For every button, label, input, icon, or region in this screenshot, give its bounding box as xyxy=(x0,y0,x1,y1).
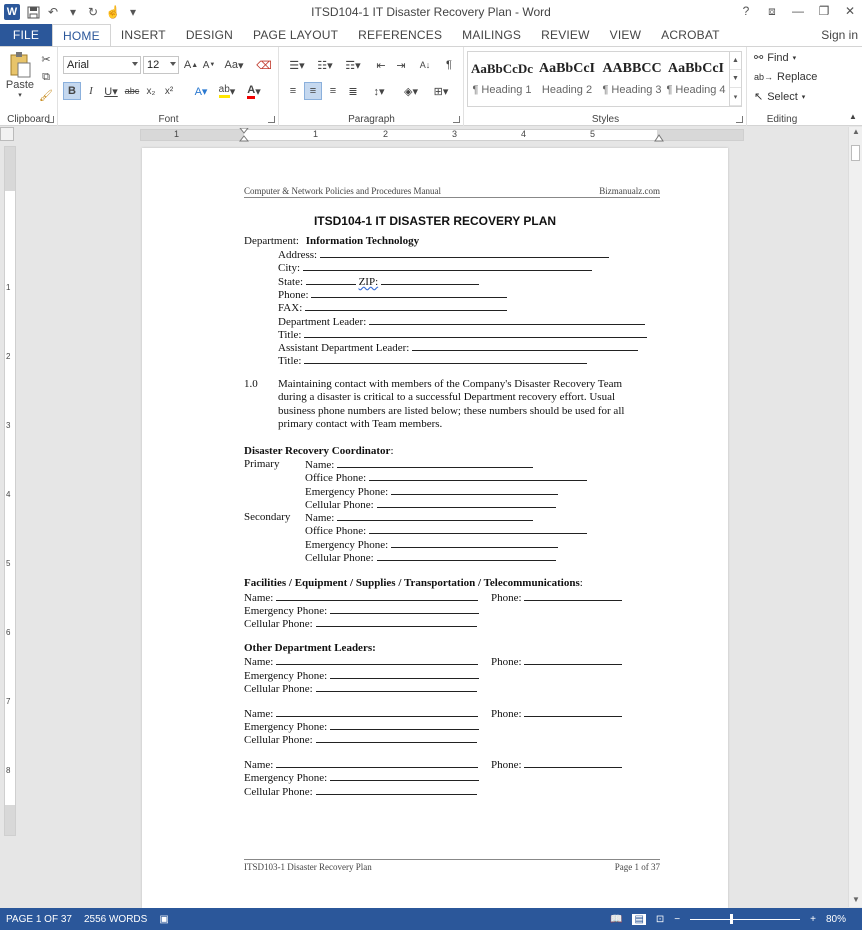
zoom-slider-thumb[interactable] xyxy=(730,914,733,924)
tab-selector[interactable] xyxy=(0,127,14,141)
primary-cellular-phone-field xyxy=(305,498,556,512)
leader3-phone-field xyxy=(491,758,622,772)
phone-label: Phone: xyxy=(491,592,522,604)
change-case-label: Aa xyxy=(224,59,238,71)
page-header xyxy=(244,186,660,198)
zoom-out-icon[interactable]: − xyxy=(674,913,681,925)
window-controls xyxy=(738,2,858,20)
sign-in-link[interactable]: Sign in xyxy=(821,28,858,42)
name-label: Name: xyxy=(305,512,335,524)
drc-colon: : xyxy=(390,445,394,457)
ruler-mark: 1 xyxy=(313,129,319,139)
style-sample: AaBbCcI xyxy=(538,61,595,76)
cellular-phone-label: Cellular Phone: xyxy=(244,786,313,798)
emergency-phone-label: Emergency Phone: xyxy=(305,539,389,551)
facilities-name-field xyxy=(244,591,478,605)
leader1-cellular-phone-field xyxy=(244,682,477,696)
secondary-label: Secondary xyxy=(244,511,291,523)
touch-mode-icon[interactable]: ☝ xyxy=(105,5,121,19)
phone-label: Phone: xyxy=(491,708,522,720)
find-label: Find xyxy=(767,51,789,64)
facilities-heading: Facilities / Equipment / Supplies / Transportation / Telecommunications xyxy=(244,577,580,589)
align-center-icon[interactable]: ≡ xyxy=(304,82,322,100)
help-icon[interactable]: ? xyxy=(742,4,750,18)
tab-acrobat[interactable]: ACROBAT xyxy=(661,28,720,42)
scroll-thumb[interactable] xyxy=(851,145,860,161)
styles-launcher-icon[interactable] xyxy=(736,116,743,123)
leader3-emergency-phone-field xyxy=(244,771,479,785)
ruler-mark: 4 xyxy=(6,490,11,499)
page-count[interactable]: PAGE 1 OF 37 xyxy=(6,913,72,925)
paste-dropdown-icon: ▾ xyxy=(18,92,22,99)
style-name: ¶ Heading 3 xyxy=(602,84,662,96)
emergency-phone-label: Emergency Phone: xyxy=(244,605,328,617)
header-right: Bizmanualz.com xyxy=(599,186,660,196)
grow-font-icon[interactable]: A ▲ xyxy=(183,59,199,71)
footer-left: ITSD103-1 Disaster Recovery Plan xyxy=(244,862,372,872)
copy-icon[interactable]: ⧉ xyxy=(42,70,50,83)
highlight-icon[interactable]: ab ▾ xyxy=(218,84,236,98)
section-paragraph: Maintaining contact with members of the Company's Disaster Recovery Team during a disaster is critical to a successful Department recovery effort. Usual business phone numbers are listed below; these numbers should be used for all primary contact with Team members. xyxy=(278,378,625,430)
dept-leader-label: Department Leader: xyxy=(278,316,367,328)
minimize-icon[interactable]: — xyxy=(792,4,804,18)
show-marks-icon[interactable]: ¶ xyxy=(446,59,452,71)
read-mode-icon[interactable]: 📖 xyxy=(610,913,623,925)
style-heading-1[interactable] xyxy=(470,54,534,104)
shrink-font-icon[interactable]: A ▼ xyxy=(202,59,216,71)
phone-field xyxy=(278,288,507,302)
leader2-name-field xyxy=(244,707,478,721)
zoom-level[interactable]: 80% xyxy=(825,913,846,925)
phone-label: Phone: xyxy=(278,289,309,301)
collapse-ribbon-icon[interactable]: ▲ xyxy=(849,111,857,121)
font-size-combo[interactable] xyxy=(143,56,179,74)
font-launcher-icon[interactable] xyxy=(268,116,275,123)
superscript-icon[interactable]: x² xyxy=(164,85,174,97)
primary-name-field xyxy=(305,458,533,472)
paste-icon xyxy=(8,51,32,79)
clear-formatting-icon[interactable]: ⌫ xyxy=(256,59,272,72)
department-line xyxy=(244,235,419,248)
right-indent-marker-icon[interactable] xyxy=(654,132,664,142)
replace-button[interactable] xyxy=(754,71,817,83)
numbering-icon[interactable]: ☷▾ xyxy=(317,59,333,72)
strikethrough-icon[interactable]: abc xyxy=(124,86,140,96)
styles-down-icon[interactable]: ▼ xyxy=(730,70,741,88)
tab-view[interactable]: VIEW xyxy=(609,28,642,42)
editing-label: Editing xyxy=(766,114,798,125)
tab-design[interactable]: DESIGN xyxy=(185,28,234,42)
style-heading-3[interactable] xyxy=(600,54,664,104)
window-title: ITSD104-1 IT Disaster Recovery Plan - Word xyxy=(311,5,551,19)
styles-gallery xyxy=(467,51,742,107)
ribbon-tabs xyxy=(0,24,862,46)
line-spacing-icon[interactable]: ↕▾ xyxy=(373,85,385,98)
align-left-icon[interactable]: ≡ xyxy=(289,85,297,97)
select-dropdown-icon: ▾ xyxy=(801,93,806,101)
binoculars-icon: ⚯ xyxy=(754,52,764,64)
format-painter-icon[interactable]: 🖌 xyxy=(39,89,53,102)
page-footer xyxy=(244,859,660,872)
leader1-emergency-phone-field xyxy=(244,669,479,683)
paragraph-group xyxy=(280,47,464,126)
select-cursor-icon: ↖ xyxy=(754,91,764,103)
font-color-icon[interactable]: A ▾ xyxy=(247,83,261,98)
city-label: City: xyxy=(278,262,301,274)
style-sample: AaBbCcDc xyxy=(470,61,534,76)
dept-leader-field xyxy=(278,315,645,329)
ruler-mark: 1 xyxy=(174,129,180,139)
drc-heading: Disaster Recovery Coordinator xyxy=(244,445,391,457)
ruler-mark: 3 xyxy=(452,129,458,139)
style-sample: AaBbCcI xyxy=(667,61,724,76)
office-phone-label: Office Phone: xyxy=(305,472,367,484)
facilities-emergency-phone-field xyxy=(244,604,479,618)
style-sample: AABBCC xyxy=(602,61,662,76)
tab-file[interactable]: FILE xyxy=(0,24,52,46)
redo-icon[interactable]: ↻ xyxy=(87,5,99,19)
print-layout-icon[interactable]: ▤ xyxy=(634,913,644,925)
department-label: Department: xyxy=(244,235,299,247)
align-right-icon[interactable]: ≡ xyxy=(329,85,337,97)
cut-icon[interactable]: ✂ xyxy=(41,53,51,66)
paste-label: Paste xyxy=(5,79,35,91)
change-case-button[interactable]: Aa ▾ xyxy=(224,59,244,72)
justify-icon[interactable]: ≣ xyxy=(348,85,358,98)
style-name: Heading 2 xyxy=(541,84,593,96)
title-label: Title: xyxy=(278,355,302,367)
status-bar xyxy=(0,908,862,930)
style-heading-2[interactable] xyxy=(535,54,599,104)
facilities-phone-field xyxy=(491,591,622,605)
facilities-colon: : xyxy=(579,577,583,589)
ruler-mark: 5 xyxy=(6,559,11,568)
leader1-phone-field xyxy=(491,655,622,669)
scroll-up-icon[interactable]: ▲ xyxy=(852,127,860,136)
proofing-icon[interactable]: ▣ xyxy=(159,913,169,925)
state-label: State: xyxy=(278,276,304,288)
tab-insert[interactable]: INSERT xyxy=(120,28,166,42)
styles-label: Styles xyxy=(591,114,620,125)
asst-leader-label: Assistant Department Leader: xyxy=(278,342,410,354)
underline-icon[interactable]: U▾ xyxy=(104,85,118,98)
phone-label: Phone: xyxy=(491,656,522,668)
zoom-in-icon[interactable]: + xyxy=(810,913,816,925)
multilevel-list-icon[interactable]: ☶▾ xyxy=(345,59,361,72)
increase-indent-icon[interactable]: ⇥ xyxy=(396,59,406,72)
fax-field xyxy=(278,301,507,315)
replace-label: Replace xyxy=(777,71,818,83)
tab-page-layout[interactable]: PAGE LAYOUT xyxy=(253,28,339,42)
ruler-mark: 1 xyxy=(6,283,11,292)
city-field xyxy=(278,261,592,275)
ruler-mark: 3 xyxy=(6,421,11,430)
title-field-2 xyxy=(278,354,587,368)
font-family-value: Arial xyxy=(67,59,90,71)
emergency-phone-label: Emergency Phone: xyxy=(305,486,389,498)
sort-icon[interactable]: A↓ xyxy=(419,60,431,70)
address-field xyxy=(278,248,609,262)
word-count[interactable]: 2556 WORDS xyxy=(83,913,148,925)
italic-icon[interactable]: I xyxy=(89,85,93,97)
ruler-mark: 2 xyxy=(383,129,389,139)
font-label: Font xyxy=(158,114,179,125)
title-label: Title: xyxy=(278,329,302,341)
leader2-emergency-phone-field xyxy=(244,720,479,734)
find-button[interactable] xyxy=(754,51,796,64)
document-title: ITSD104-1 IT DISASTER RECOVERY PLAN xyxy=(313,214,557,228)
state-zip-field xyxy=(278,275,479,289)
bold-icon[interactable]: B xyxy=(63,82,81,100)
horizontal-ruler[interactable] xyxy=(140,129,744,141)
leader2-phone-field xyxy=(491,707,622,721)
text-effects-icon[interactable]: A▾ xyxy=(194,85,208,98)
decrease-indent-icon[interactable]: ⇤ xyxy=(376,59,386,72)
ruler-mark: 4 xyxy=(521,129,527,139)
leader3-cellular-phone-field xyxy=(244,785,477,799)
font-size-value: 12 xyxy=(147,59,160,71)
dropdown-arrow-icon[interactable]: ▾ xyxy=(69,5,77,19)
borders-icon[interactable]: ⊞▾ xyxy=(433,85,449,98)
leader3-name-field xyxy=(244,758,478,772)
view-controls xyxy=(610,914,862,925)
secondary-emergency-phone-field xyxy=(305,538,558,552)
primary-label: Primary xyxy=(244,458,280,470)
paragraph-label: Paragraph xyxy=(348,114,395,125)
tab-mailings[interactable]: MAILINGS xyxy=(462,28,522,42)
restore-icon[interactable]: ❐ xyxy=(818,4,830,18)
style-name: ¶ Heading 1 xyxy=(472,84,532,96)
ruler-mark: 7 xyxy=(6,697,11,706)
styles-up-icon[interactable]: ▲ xyxy=(730,52,741,70)
ribbon xyxy=(0,46,862,126)
font-family-combo[interactable] xyxy=(63,56,141,74)
save-icon[interactable] xyxy=(26,5,40,19)
asst-leader-field xyxy=(278,341,638,355)
tab-references[interactable]: REFERENCES xyxy=(358,28,443,42)
ruler-mark: 8 xyxy=(6,766,11,775)
shading-icon[interactable]: ◈▾ xyxy=(404,85,418,98)
title-bar xyxy=(0,0,862,24)
cellular-phone-label: Cellular Phone: xyxy=(305,499,374,511)
scroll-down-icon[interactable]: ▼ xyxy=(852,895,860,904)
name-label: Name: xyxy=(244,759,274,771)
vertical-scrollbar[interactable] xyxy=(848,127,862,907)
name-label: Name: xyxy=(244,656,274,668)
ruler-mark: 5 xyxy=(590,129,596,139)
subscript-icon[interactable]: x₂ xyxy=(146,85,156,97)
ruler-mark: 2 xyxy=(6,352,11,361)
leader1-name-field xyxy=(244,655,478,669)
clipboard-group xyxy=(0,47,58,126)
drc-heading-line xyxy=(244,445,394,458)
title-field xyxy=(278,328,647,342)
tab-home[interactable]: HOME xyxy=(52,24,111,46)
clipboard-launcher-icon[interactable] xyxy=(47,116,54,123)
department-value: Information Technology xyxy=(305,235,420,247)
quick-access-toolbar xyxy=(0,4,140,20)
primary-office-phone-field xyxy=(305,471,587,485)
address-label: Address: xyxy=(278,249,318,261)
paragraph-launcher-icon[interactable] xyxy=(453,116,460,123)
replace-icon: ab→ xyxy=(754,72,774,82)
style-heading-4[interactable] xyxy=(664,54,728,104)
leader2-cellular-phone-field xyxy=(244,733,477,747)
bullets-icon[interactable]: ☰▾ xyxy=(289,59,305,72)
name-label: Name: xyxy=(244,708,274,720)
select-button[interactable] xyxy=(754,90,805,103)
close-icon[interactable]: ✕ xyxy=(844,4,856,18)
facilities-cellular-phone-field xyxy=(244,617,477,631)
ribbon-display-icon[interactable]: ⧈ xyxy=(768,3,776,18)
font-group xyxy=(59,47,279,126)
word-logo-icon[interactable]: W xyxy=(4,4,20,20)
cellular-phone-label: Cellular Phone: xyxy=(305,552,374,564)
emergency-phone-label: Emergency Phone: xyxy=(244,670,328,682)
secondary-office-phone-field xyxy=(305,524,587,538)
emergency-phone-label: Emergency Phone: xyxy=(244,772,328,784)
document-page[interactable] xyxy=(142,148,728,908)
cellular-phone-label: Cellular Phone: xyxy=(244,734,313,746)
select-label: Select xyxy=(767,90,798,103)
styles-more-icon[interactable]: ▾ xyxy=(730,88,741,106)
web-layout-icon[interactable]: ⊡ xyxy=(655,913,665,925)
secondary-name-field xyxy=(305,511,533,525)
name-label: Name: xyxy=(244,592,274,604)
emergency-phone-label: Emergency Phone: xyxy=(244,721,328,733)
cellular-phone-label: Cellular Phone: xyxy=(244,683,313,695)
indent-marker-icon[interactable] xyxy=(239,128,249,142)
tab-review[interactable]: REVIEW xyxy=(541,28,590,42)
section-number: 1.0 xyxy=(244,378,258,390)
phone-label: Phone: xyxy=(491,759,522,771)
customize-qat-icon[interactable]: ▾ xyxy=(129,5,137,19)
undo-icon[interactable]: ↶ xyxy=(47,5,59,19)
zoom-slider[interactable] xyxy=(690,919,800,920)
ruler-mark: 6 xyxy=(6,628,11,637)
facilities-heading-line xyxy=(244,577,583,590)
footer-right: Page 1 of 37 xyxy=(614,862,660,872)
primary-emergency-phone-field xyxy=(305,485,558,499)
styles-scroll xyxy=(729,52,741,106)
cellular-phone-label: Cellular Phone: xyxy=(244,618,313,630)
vertical-ruler[interactable] xyxy=(4,146,16,836)
name-label: Name: xyxy=(305,459,335,471)
clipboard-label: Clipboard xyxy=(7,114,50,125)
other-leaders-heading: Other Department Leaders: xyxy=(244,642,376,654)
find-dropdown-icon: ▾ xyxy=(792,54,797,62)
header-left: Computer & Network Policies and Procedures Manual xyxy=(244,186,441,196)
paste-button[interactable] xyxy=(4,51,36,99)
fax-label: FAX: xyxy=(278,302,303,314)
zip-label: ZIP: xyxy=(358,276,379,288)
secondary-cellular-phone-field xyxy=(305,551,556,565)
style-name: ¶ Heading 4 xyxy=(666,84,726,96)
office-phone-label: Office Phone: xyxy=(305,525,367,537)
